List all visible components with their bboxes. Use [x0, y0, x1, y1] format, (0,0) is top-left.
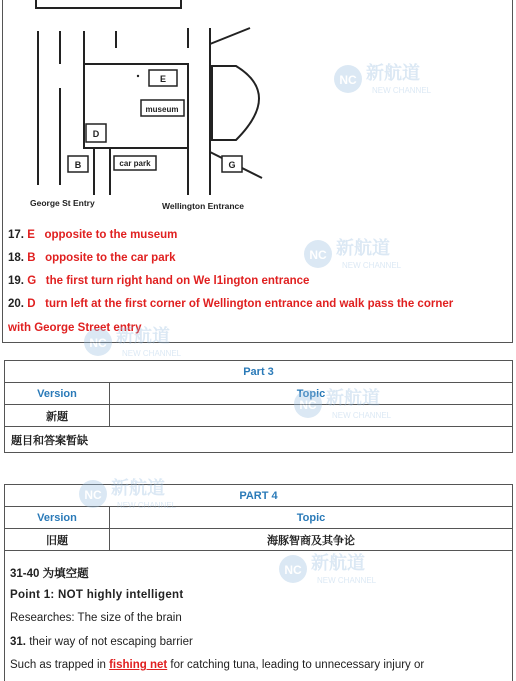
svg-text:NEW CHANNEL: NEW CHANNEL: [332, 411, 392, 420]
part4-topic-cell: 海豚智商及其争论: [110, 529, 513, 551]
svg-text:NC: NC: [84, 488, 102, 502]
svg-text:NEW CHANNEL: NEW CHANNEL: [342, 261, 402, 270]
answer-20-cont: with George Street entry: [8, 322, 142, 334]
answer-19: 19. G the first turn right hand on We l1ington entrance: [8, 275, 310, 287]
label-george: George St Entry: [30, 198, 95, 208]
svg-text:NEW CHANNEL: NEW CHANNEL: [117, 501, 177, 510]
svg-text:新航道: 新航道: [116, 326, 170, 347]
map-road-line: [36, 0, 181, 8]
part4-point1: Point 1: NOT highly intelligent: [10, 589, 184, 601]
fishing-net-link[interactable]: fishing net: [109, 659, 168, 671]
svg-text:新航道: 新航道: [366, 63, 420, 84]
svg-text:NEW CHANNEL: NEW CHANNEL: [372, 86, 432, 95]
part3-table: [4, 360, 513, 453]
part4-version-cell: 旧题: [5, 529, 110, 551]
svg-text:NC: NC: [299, 398, 317, 412]
answer-20: 20. D turn left at the first corner of Wellington entrance and walk pass the corner: [8, 298, 454, 310]
part3-topic-cell: [110, 405, 513, 427]
part3-version-header: Version: [5, 383, 110, 405]
part4-research: Researches: The size of the brain: [10, 612, 182, 624]
label-e: E: [159, 74, 167, 84]
label-wellington: Wellington Entrance: [162, 201, 245, 211]
svg-text:NC: NC: [309, 248, 327, 262]
svg-text:新航道: 新航道: [336, 238, 390, 259]
svg-text:NEW CHANNEL: NEW CHANNEL: [317, 576, 377, 585]
part4-line-fill: 31-40 为填空题: [10, 568, 89, 580]
part3-note: 题目和答案暂缺: [5, 427, 513, 453]
map-road-line: [210, 28, 250, 44]
part3-version-cell: 新题: [5, 405, 110, 427]
label-d: D: [92, 129, 100, 139]
roundabout: [212, 66, 259, 140]
part4-example: Such as trapped in fishing net for catching tuna, leading to unnecessary injury or: [10, 659, 425, 671]
part4-title: PART 4: [5, 485, 513, 507]
svg-text:新航道: 新航道: [111, 478, 165, 499]
label-car-park: car park: [119, 159, 151, 168]
part4-q31: 31. their way of not escaping barrier: [10, 636, 193, 648]
svg-text:NC: NC: [89, 336, 107, 350]
label-g: G: [228, 160, 236, 170]
map-dot: [137, 75, 139, 77]
map-diagram: [0, 0, 516, 230]
svg-text:NC: NC: [284, 563, 302, 577]
map-road-line: [84, 31, 188, 64]
label-b: B: [74, 160, 82, 170]
svg-text:NEW CHANNEL: NEW CHANNEL: [122, 349, 182, 358]
answer-18: 18. B opposite to the car park: [8, 252, 176, 264]
label-museum: museum: [145, 105, 179, 114]
part4-version-header: Version: [5, 507, 110, 529]
part4-table: [4, 484, 513, 551]
part3-topic-header: Topic: [110, 383, 513, 405]
part4-topic-header: Topic: [110, 507, 513, 529]
svg-text:NC: NC: [339, 73, 357, 87]
svg-text:新航道: 新航道: [326, 388, 380, 409]
svg-text:新航道: 新航道: [311, 553, 365, 574]
answer-17: 17. E opposite to the museum: [8, 229, 178, 241]
part3-title: Part 3: [5, 361, 513, 383]
